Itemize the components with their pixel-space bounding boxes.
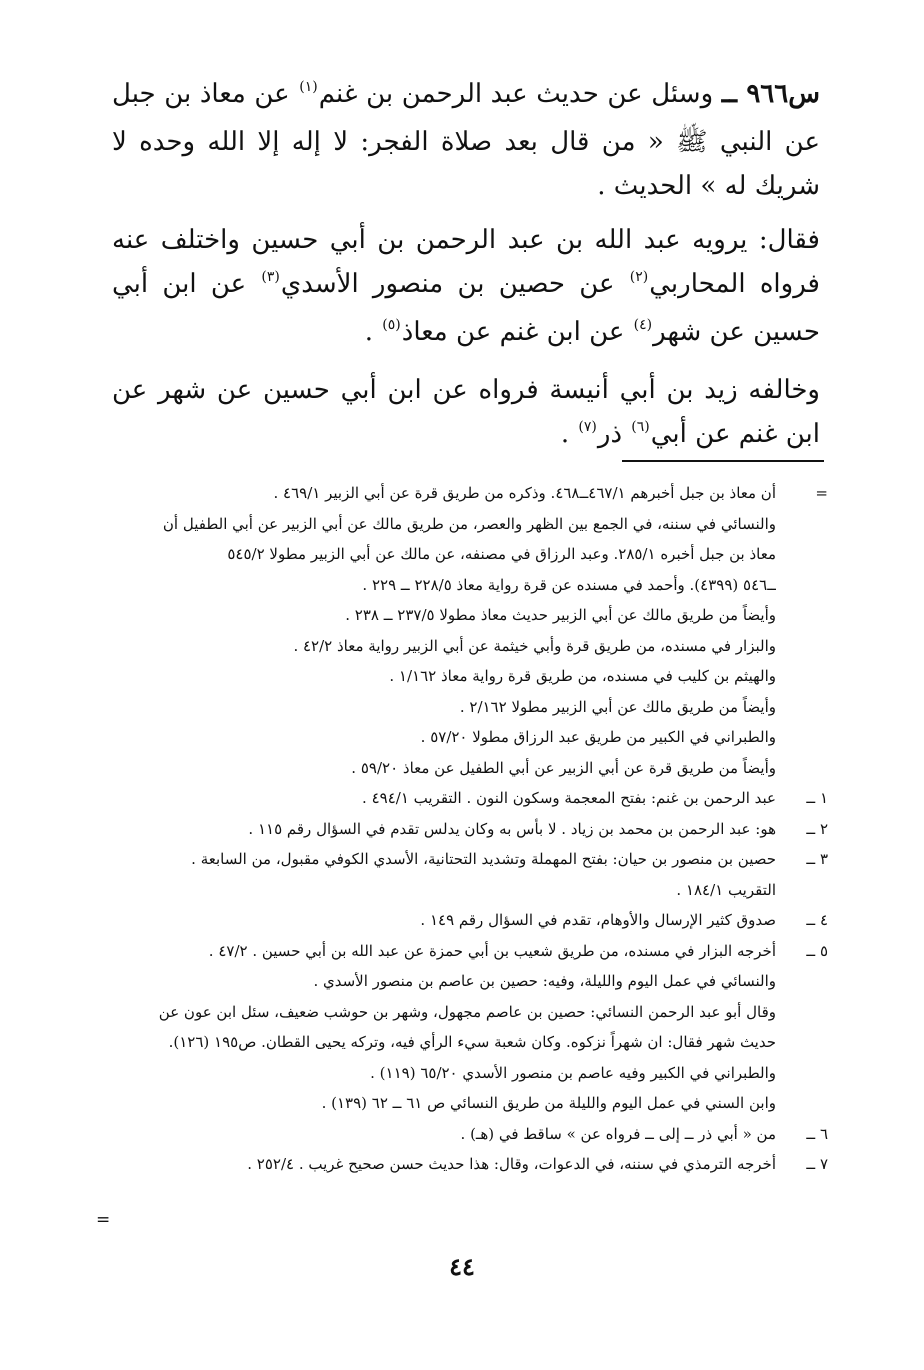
footnote-number: ١ ــ bbox=[806, 789, 828, 807]
footnote-item bbox=[104, 1149, 828, 1180]
answer1-text-a: فقال: يرويه عبد الله بن عبد الرحمن بن أبي حسين واختلف عنه فرواه المحاربي bbox=[112, 225, 820, 299]
footnote-line: والهيثم بن كليب في مسنده، من طريق قرة رواية معاذ ١/١٦٢ . bbox=[389, 667, 776, 685]
footnote-number: ٣ ــ bbox=[806, 850, 828, 868]
footnote-body bbox=[104, 783, 776, 814]
footnote-number: ٦ ــ bbox=[806, 1124, 828, 1143]
footnote-line: حصين بن منصور بن حيان: بفتح المهملة وتشديد التحتانية، الأسدي الكوفي مقبول، من السابعة . bbox=[191, 850, 776, 868]
answer2-text-c: . bbox=[560, 419, 578, 449]
continuation-mark: = bbox=[96, 1210, 111, 1230]
footnote-body bbox=[104, 478, 776, 783]
footnote-line: والنسائي في عمل اليوم والليلة، وفيه: حصين بن عاصم بن منصور الأسدي . bbox=[313, 972, 776, 990]
footnote-line: التقريب ١٨٤/١ . bbox=[676, 880, 776, 899]
question-text-part1: وسئل عن حديث عبد الرحمن بن غنم bbox=[318, 79, 714, 109]
footnote-item bbox=[104, 844, 828, 905]
footnote-body bbox=[104, 905, 776, 936]
footnote-line: حديث شهر فقال: ان شهراً نزكوه. وكان شعبة سيء الرأي فيه، وتركه يحيى القطان. ص١٩٥ (١٢٦). bbox=[168, 1033, 776, 1051]
footnote-line: من « أبي ذر ــ إلى ــ فرواه عن » ساقط في (هـ) . bbox=[460, 1124, 776, 1143]
footnote-item bbox=[104, 1119, 828, 1150]
footnotes bbox=[104, 478, 828, 1180]
footnote-line: معاذ بن جبل أخبره ٢٨٥/١. وعبد الرزاق في مصنفه، عن مالك عن أبي الزبير مطولا ٥٤٥/٢ bbox=[227, 545, 776, 563]
footnote-number: = bbox=[815, 484, 828, 502]
footnote-item bbox=[104, 905, 828, 936]
footnote-line: والطبراني في الكبير من طريق عبد الرزاق مطولا ٥٧/٢٠ . bbox=[420, 728, 776, 746]
answer2-text-a: وخالفه زيد بن أبي أنيسة فرواه عن ابن أبي حسين عن شهر عن ابن غنم عن أبي bbox=[112, 375, 820, 449]
footnote-ref-6: (٦) bbox=[631, 419, 650, 435]
question-paragraph bbox=[112, 72, 820, 208]
footnote-line: وأيضاً من طريق قرة عن أبي الزبير عن أبي الطفيل عن معاذ ٥٩/٢٠ . bbox=[351, 758, 776, 777]
footnote-divider bbox=[622, 460, 824, 462]
footnote-number: ٢ ــ bbox=[806, 819, 828, 838]
footnote-line: والطبراني في الكبير وفيه عاصم بن منصور الأسدي ٦٥/٢٠ (١١٩) . bbox=[370, 1063, 776, 1082]
footnote-item bbox=[104, 478, 828, 783]
footnote-number: ٤ ــ bbox=[806, 911, 828, 929]
footnote-ref-7: (٧) bbox=[578, 419, 597, 435]
footnote-line: والبزار في مسنده، من طريق قرة وأبي خيثمة عن أبي الزبير رواية معاذ ٤٢/٢ . bbox=[293, 636, 776, 655]
footnote-line: أخرجه الترمذي في سننه، في الدعوات، وقال: هذا حديث حسن صحيح غريب . ٢٥٢/٤ . bbox=[247, 1155, 776, 1173]
footnote-line: وقال أبو عبد الرحمن النسائي: حصين بن عاصم مجهول، وشهر بن حوشب ضعيف، سئل ابن عون عن bbox=[158, 1002, 776, 1021]
footnote-item bbox=[104, 783, 828, 814]
footnote-line: ــ٥٤٦ (٤٣٩٩). وأحمد في مسنده عن قرة رواية معاذ ٢٢٨/٥ ــ ٢٢٩ . bbox=[362, 575, 776, 594]
footnote-body bbox=[104, 844, 776, 905]
footnote-ref-3: (٣) bbox=[261, 269, 280, 285]
footnote-line: أن معاذ بن جبل أخبرهم ٤٦٧/١ــ٤٦٨. وذكره من طريق قرة عن أبي الزبير ٤٦٩/١ . bbox=[273, 484, 776, 502]
main-text bbox=[112, 72, 820, 470]
footnote-number: ٥ ــ bbox=[806, 941, 828, 960]
footnote-line: وأيضاً من طريق مالك عن أبي الزبير حديث معاذ مطولا ٢٣٧/٥ ــ ٢٣٨ . bbox=[345, 606, 776, 624]
footnote-line: صدوق كثير الإرسال والأوهام، تقدم في السؤال رقم ١٤٩ . bbox=[420, 911, 776, 929]
footnote-ref-4: (٤) bbox=[633, 317, 653, 333]
footnote-body bbox=[104, 1119, 776, 1150]
footnote-body bbox=[104, 814, 776, 845]
footnote-body bbox=[104, 1149, 776, 1180]
answer1-text-b: عن حصين بن منصور الأسدي bbox=[280, 269, 615, 299]
answer1-text-e: . bbox=[364, 317, 382, 347]
footnote-item bbox=[104, 936, 828, 1119]
footnote-number: ٧ ــ bbox=[806, 1155, 828, 1173]
answer-paragraph-2 bbox=[112, 368, 820, 460]
footnote-ref-2: (٢) bbox=[629, 269, 649, 285]
footnote-line: وأيضاً من طريق مالك عن أبي الزبير مطولا ٢/١٦٢ . bbox=[459, 697, 776, 716]
answer2-text-b: ذر bbox=[597, 419, 623, 449]
footnote-line: والنسائي في سننه، في الجمع بين الظهر والعصر، من طريق مالك عن أبي الزبير عن أبي الطفيل أن bbox=[162, 514, 776, 533]
answer-paragraph-1 bbox=[112, 218, 820, 358]
footnote-ref-5: (٥) bbox=[382, 317, 401, 333]
question-number: س٩٦٦ ــ bbox=[721, 79, 820, 109]
footnote-line: هو: عبد الرحمن بن محمد بن زياد . لا بأس به وكان يدلس تقدم في السؤال رقم ١١٥ . bbox=[248, 819, 776, 838]
answer1-text-c: عن ابن أبي حسين عن شهر bbox=[112, 269, 820, 347]
question-text-part2: عن معاذ بن جبل عن النبي ﷺ « من قال بعد صلاة الفجر: لا إله إلا الله وحده لا شريك له » الحديث . bbox=[112, 79, 820, 201]
footnote-item bbox=[104, 814, 828, 845]
footnote-body bbox=[104, 936, 776, 1119]
page-number: ٤٤ bbox=[449, 1252, 475, 1281]
footnote-line: وابن السني في عمل اليوم والليلة من طريق النسائي ص ٦١ ــ ٦٢ (١٣٩) . bbox=[321, 1094, 776, 1112]
footnote-line: عبد الرحمن بن غنم: بفتح المعجمة وسكون النون . التقريب ٤٩٤/١ . bbox=[362, 789, 776, 807]
footnote-ref-1: (١) bbox=[299, 79, 318, 95]
footnote-line: أخرجه البزار في مسنده، من طريق شعيب بن أبي حمزة عن عبد الله بن أبي حسين . ٤٧/٢ . bbox=[208, 941, 776, 960]
answer1-text-d: عن ابن غنم عن معاذ bbox=[401, 317, 625, 347]
